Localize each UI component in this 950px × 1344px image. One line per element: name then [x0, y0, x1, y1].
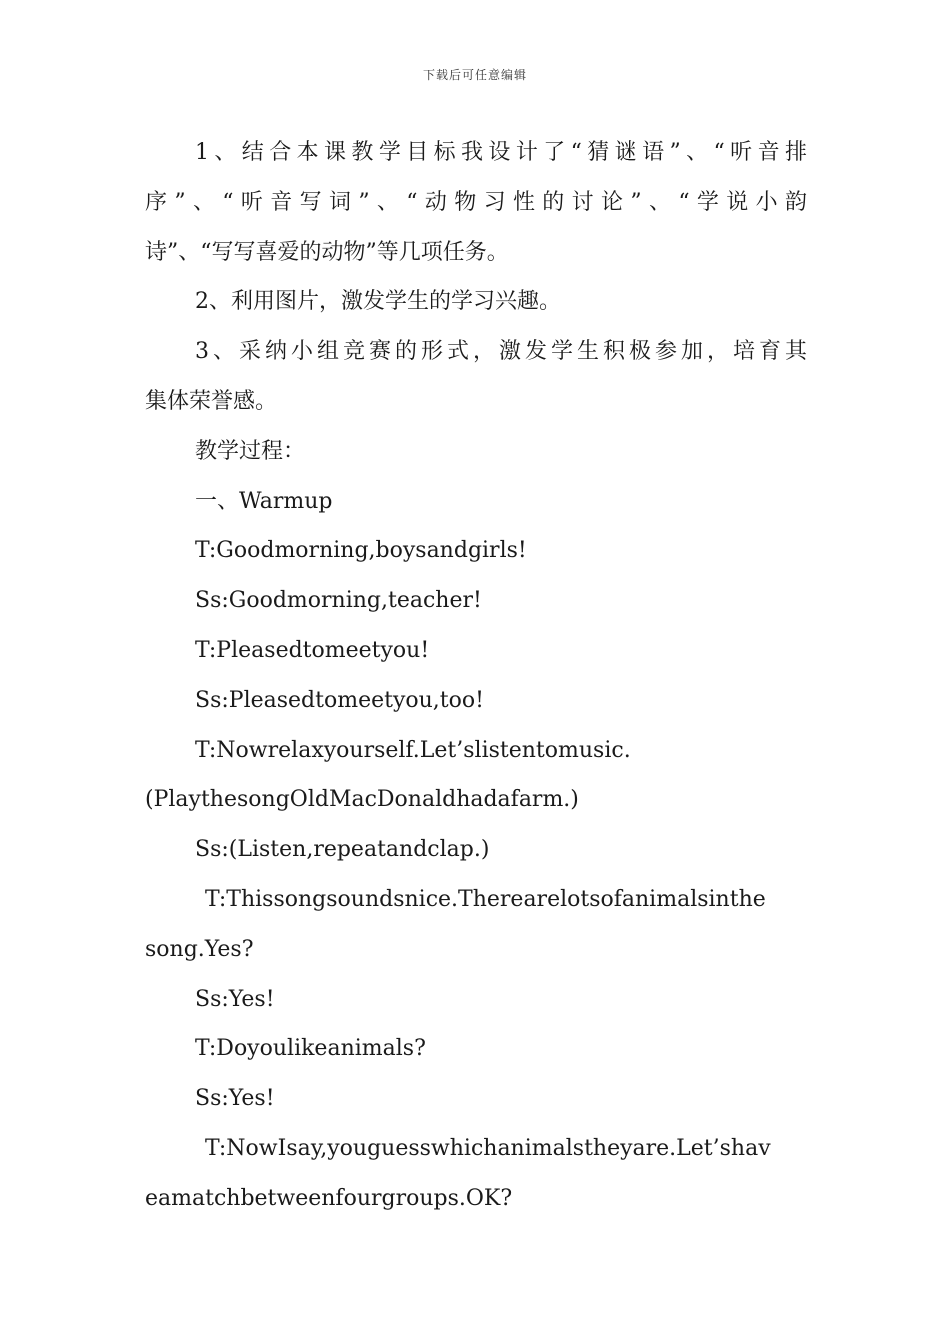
dialogue-line: Ss:(Listen,repeatandclap.): [195, 837, 490, 863]
paragraph-line: 3、采纳小组竞赛的形式，激发学生积极参加，培育其: [195, 339, 807, 365]
dialogue-line: song.Yes?: [145, 936, 254, 962]
paragraph-line: 1、结合本课教学目标我设计了“猜谜语”、“听音排: [195, 140, 807, 165]
paragraph-line: 集体荣誉感。: [145, 388, 278, 414]
dialogue-line: Ss:Goodmorning,teacher!: [195, 588, 482, 614]
section-heading: 教学过程：: [195, 438, 306, 464]
dialogue-line: (PlaythesongOldMacDonaldhadafarm.): [145, 787, 579, 813]
dialogue-line: T:Thissongsoundsnice.Therearelotsofanimalsinthe: [205, 886, 766, 912]
dialogue-line: T:Nowrelaxyourself.Let’slistentomusic.: [195, 737, 631, 763]
page-header-note: 下载后可任意编辑: [422, 68, 527, 82]
paragraph-line: 序”、“听音写词”、“动物习性的讨论”、“学说小韵: [145, 189, 807, 215]
dialogue-line: eamatchbetweenfourgroups.OK?: [145, 1185, 513, 1211]
dialogue-line: Ss:Pleasedtomeetyou,too!: [195, 687, 484, 713]
document-body: [145, 128, 807, 1224]
dialogue-line: T:Goodmorning,boysandgirls!: [195, 538, 527, 564]
section-heading: 一、Warmup: [195, 488, 333, 514]
dialogue-line: T:Doyoulikeanimals?: [195, 1036, 426, 1062]
dialogue-line: T:Pleasedtomeetyou!: [195, 637, 430, 663]
paragraph-line: 诗”、“写写喜爱的动物”等几项任务。: [145, 239, 509, 265]
dialogue-line: Ss:Yes!: [195, 1086, 275, 1112]
paragraph-line: 2、利用图片，激发学生的学习兴趣。: [195, 289, 561, 315]
dialogue-line: Ss:Yes!: [195, 986, 275, 1012]
dialogue-line: T:NowIsay,youguesswhichanimalstheyare.Let’shav: [205, 1135, 771, 1161]
